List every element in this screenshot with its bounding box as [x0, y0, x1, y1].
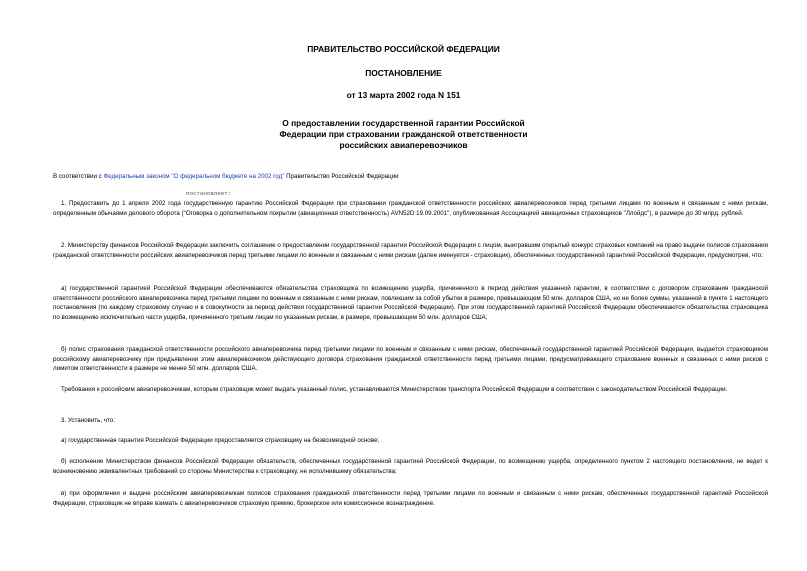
paragraph-2a: а) государственной гарантией Российской Федерации обеспечиваются обязательства страховщика по возмещению ущерба, причиненного в период действия указанной гарантии, в соответствии с договором страхования гражданской ответственности российского авиаперевозчика перед третьими лицами по военным и связанным с ними рискам, повлекшим за собой убытки в размере, превышающем 50 млн. долларов США, но не более суммы, указанной в пункте 1 настоящего постановления (по каждому страховому случаю и в совокупности за период действия государственной гарантии Российской Федерации). При этом государственной гарантией Российской Федерации обеспечиваются обязательства страховщика по возмещению исключительно части ущерба, причиненного третьим лицам по указанным рискам, в размере, превышающем 50 млн. долларов США; — [53, 285, 768, 322]
document-title-line-2: Федерации при страховании гражданской ответственности — [279, 129, 528, 139]
decree-word: постановляет: — [186, 190, 232, 197]
government-heading: ПРАВИТЕЛЬСТВО РОССИЙСКОЙ ФЕДЕРАЦИИ — [307, 44, 500, 54]
paragraph-3: 3. Установить, что: — [61, 417, 115, 424]
paragraph-2b: б) полис страхования гражданской ответственности российского авиаперевозчика перед третьими лицами по военным и связанным с ними рискам, обеспеченный государственной гарантией Российской Федерации, выдается страховщиком российскому авиаперевозчику при предъявлении этим авиаперевозчиком действующего договора страхования гражданской ответственности перед третьими лицами, предусматривающего страхование военных и связанных с ними рисков с лимитом ответственности в размере не менее 50 млн. долларов США. — [53, 346, 768, 373]
document-title-line-1: О предоставлении государственной гарантии Российской — [282, 118, 525, 128]
preamble-prefix: В соответствии с — [53, 173, 104, 180]
requirements-paragraph: Требования к российским авиаперевозчикам, которым страховщик может выдать указанный полис, устанавливаются Министерством транспорта Российской Федерации в соответствии с законодательством Российской Федерации. — [61, 386, 728, 393]
paragraph-3b: б) исполнение Министерством финансов Российской Федерации обязательств, обеспеченных государственной гарантией Российской Федерации, по возмещению ущерба, определенного пунктом 2 настоящего постановления, не ведет к возникновению эквивалентных требований со стороны Министерства к страховщику, не исполнившему обязательства; — [53, 458, 768, 475]
paragraph-3c: в) при оформлении и выдаче российским авиаперевозчикам полисов страхования гражданской ответственности перед третьими лицами по военным и связанным с ними рискам, обеспеченных государственной гарантией Российской Федерации, страховщик не вправе взимать с авиаперевозчиков страховую премию, брокерское или комиссионное вознаграждение. — [53, 490, 768, 507]
preamble-suffix: Правительство Российской Федерации — [284, 173, 399, 180]
paragraph-2: 2. Министерству финансов Российской Федерации заключить соглашение о предоставлении государственной гарантии Российской Федерации с лицом, выигравшим открытый конкурс страховых компаний на право выдачи полисов страхования гражданской ответственности российских авиаперевозчиков перед третьими лицами по военным и связанным с ними рискам (далее именуется - страховщик), обеспеченных государственной гарантией Российской Федерации, предусмотрев, что: — [53, 242, 768, 259]
document-title-line-3: российских авиаперевозчиков — [339, 140, 468, 150]
paragraph-1: 1. Предоставить до 1 апреля 2002 года государственную гарантию Российской Федерации при страховании гражданской ответственности российских авиаперевозчиков перед третьими лицами по военным и связанным с ними рискам, определенным обычаями делового оборота ("Оговорка о дополнительном покрытии (авиационная ответственность) AVN52D 19.09.2001", опубликованная Ассоциацией авиационных страховщиков "Ллойдс"), в размере до 30 млрд. рублей. — [53, 200, 768, 217]
preamble — [53, 172, 768, 182]
paragraph-3a: а) государственная гарантия Российской Федерации предоставляется страховщику на безвозмездной основе; — [61, 437, 380, 444]
document-type: ПОСТАНОВЛЕНИЕ — [365, 68, 442, 78]
document-date-number: от 13 марта 2002 года N 151 — [346, 90, 461, 100]
federal-law-link[interactable]: Федеральным законом "О федеральном бюджете на 2002 год" — [103, 173, 285, 180]
